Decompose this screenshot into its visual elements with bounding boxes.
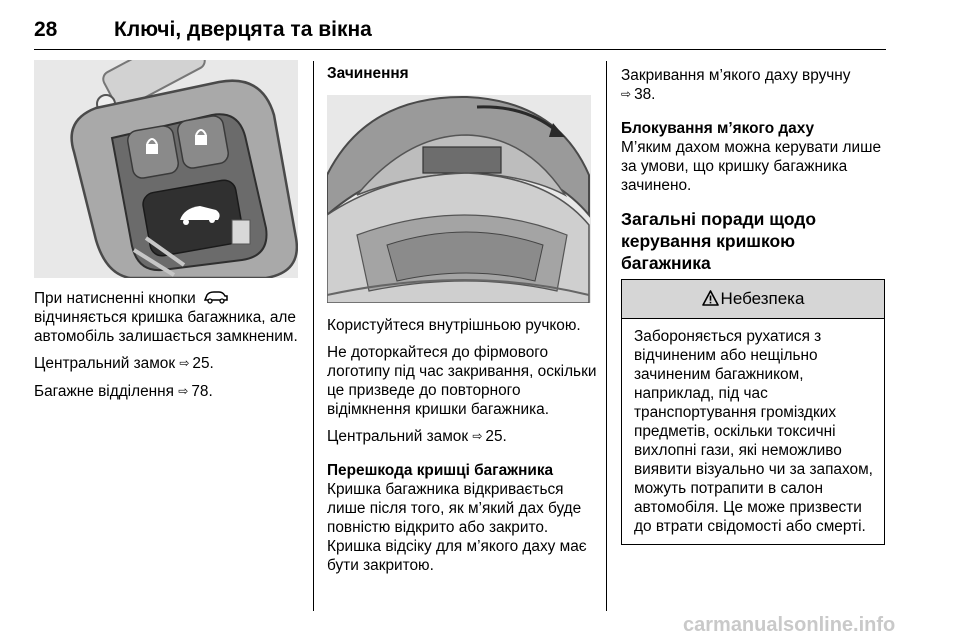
- column-3: [621, 60, 889, 545]
- central-lock-ref-2[interactable]: [327, 427, 599, 447]
- roof-lock-text: М’яким дахом можна керувати лише за умови, що кришку багажника зачинено.: [621, 139, 882, 194]
- obstruction-text: Кришка багажника відкривається лише після того, як м’який дах буде повністю відкрито або закрито. Кришка відсіку для м’якого даху має бути закритою.: [327, 481, 587, 574]
- manual-roof-ref[interactable]: [621, 66, 889, 105]
- central-lock-ref-2-page: 25.: [485, 428, 507, 445]
- logo-warning-text: Не доторкайтеся до фірмового логотипу під час закривання, оскільки це призведе до повторного відімкнення кришки багажника.: [327, 344, 597, 418]
- open-trunk-illustration: [327, 95, 591, 303]
- car-trunk-icon: [203, 290, 229, 304]
- luggage-ref-text: Багажне відділення: [34, 383, 174, 400]
- arrow-ref-icon: ⇨: [472, 429, 483, 443]
- trunk-button-cont: відчиняється кришка багажника, але автомобіль залишається замкненим.: [34, 309, 298, 345]
- manual-roof-ref-text: Закривання м’якого даху вручну: [621, 67, 851, 84]
- page-title: Ключі, дверцята та вікна: [114, 18, 372, 41]
- trunk-button-text: При натисненні кнопки: [34, 290, 196, 307]
- danger-warning-box: [621, 279, 885, 545]
- central-lock-ref-text: Центральний замок: [34, 355, 176, 372]
- column-2: [327, 60, 599, 583]
- warning-title: Небезпека: [720, 289, 805, 308]
- trunk-button-paragraph: [34, 289, 302, 346]
- watermark: carmanualsonline.info: [683, 614, 896, 636]
- page-header: [34, 12, 886, 50]
- arrow-ref-icon: ⇨: [179, 356, 190, 370]
- roof-lock-heading: Блокування м’якого даху: [621, 120, 815, 137]
- closing-heading: Зачинення: [327, 65, 409, 82]
- obstruction-heading: Перешкода кришці багажника: [327, 462, 554, 479]
- column-1: [34, 60, 302, 410]
- header-rule: [34, 49, 886, 50]
- arrow-ref-icon: ⇨: [621, 87, 632, 101]
- column-divider-2: [606, 61, 607, 611]
- central-lock-ref[interactable]: [34, 354, 302, 374]
- page-number: 28: [34, 18, 58, 41]
- central-lock-ref-page: 25.: [192, 355, 214, 372]
- column-divider-1: [313, 61, 314, 611]
- arrow-ref-icon: ⇨: [178, 384, 189, 398]
- inner-handle-text: Користуйтеся внутрішньою ручкою.: [327, 317, 581, 334]
- luggage-ref-page: 78.: [191, 383, 213, 400]
- manual-roof-ref-page: 38.: [634, 86, 656, 103]
- key-fob-illustration: [34, 60, 298, 278]
- warning-triangle-icon: [702, 290, 719, 306]
- luggage-ref[interactable]: [34, 382, 302, 402]
- general-tips-heading: Загальні поради щодо керування кришкою багажника: [621, 209, 817, 273]
- warning-body: Забороняється рухатися з відчиненим або нещільно зачиненим багажником, наприклад, під час транспортування громіздких предметів, оскільки токсичні вихлопні гази, які неможливо виявити візуально чи за запахом, можуть потрапити в салон автомобіля. Це може призвести до втрати свідомості або смерті.: [634, 328, 873, 535]
- central-lock-ref-2-text: Центральний замок: [327, 428, 469, 445]
- warning-header: [622, 280, 884, 319]
